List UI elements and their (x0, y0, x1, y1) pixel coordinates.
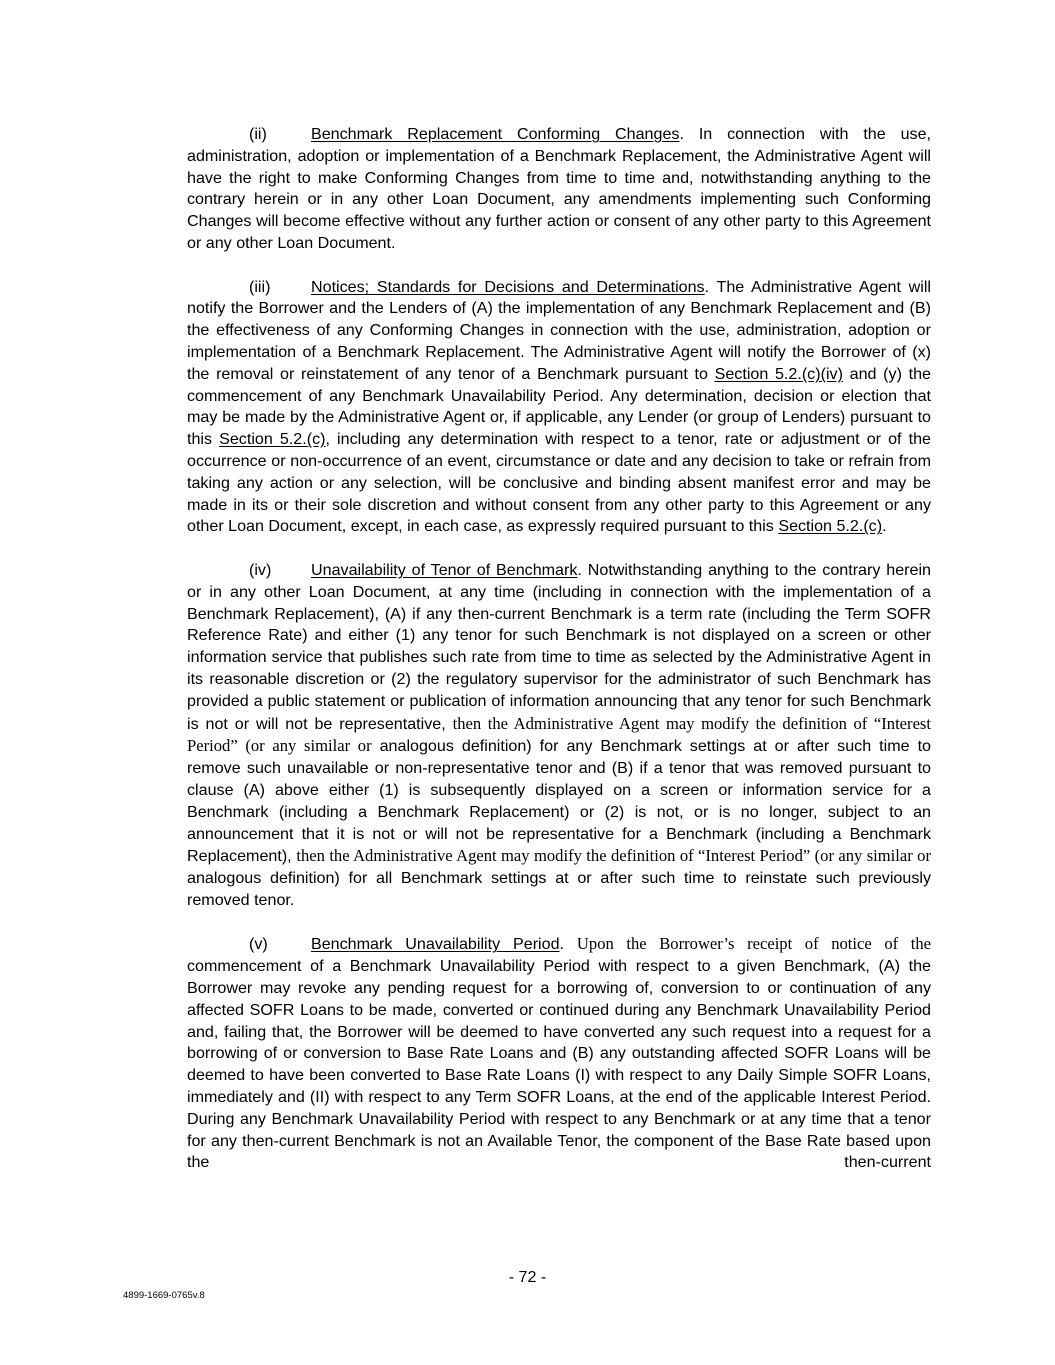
paragraph-text: . In connection with the use, administration, adoption or implementation of a Benchmark Replacement, the Administrative Agent will have the right to make Conforming Changes from time to time and, notwithstanding anything to the contrary herein or in any other Loan Document, any amendments implementing such Conforming Changes will become effective without any further action or consent of any other party to this Agreement or any other Loan Document. (187, 125, 931, 252)
section-reference: Section 5.2.(c)(iv) (714, 364, 843, 383)
paragraph-ii (187, 124, 931, 255)
paragraph-text: . The Administrative Agent will notify the Borrower and the Lenders of (A) the implementation of any Benchmark Replacement and (B) the effectiveness of any Conforming Changes in connection with the use, administration, adoption or implementation of a Benchmark Replacement. The Administrative Agent will notify the Borrower of (x) the removal or reinstatement of any tenor of a Benchmark pursuant to (187, 277, 931, 383)
paragraph-heading: Benchmark Replacement Conforming Changes (311, 125, 680, 143)
paragraph-text: . (559, 935, 577, 954)
paragraph-text: commencement of a Benchmark Unavailability Period with respect to a given Benchmark, (A) the Borrower may revoke any pending request for a borrowing of, conversion to or continuation of any affected SOFR Loans to be made, converted or continued during any Benchmark Unavailability Period and, failing that, the Borrower will be deemed to have converted any such request into a request for a borrowing of or conversion to Base Rate Loans and (B) any outstanding affected SOFR Loans will be deemed to have been converted to Base Rate Loans (I) with respect to any Daily Simple SOFR Loans, immediately and (II) with respect to any Term SOFR Loans, at the end of the applicable Interest Period. During any Benchmark Unavailability Period with respect to any Benchmark or at any time that a tenor for any then-current Benchmark is not an Available Tenor, the component of the Base Rate based upon the then-current (187, 957, 931, 1172)
paragraph-text: . Notwithstanding anything to the contrary herein or in any other Loan Document, at any time (including in connection with the implementation of a Benchmark Replacement), (A) if any then-current Benchmark is a term rate (including the Term SOFR Reference Rate) and either (1) any tenor for such Benchmark is not displayed on a screen or other information service that publishes such rate from time to time as selected by the Administrative Agent in its reasonable discretion or (2) the regulatory supervisor for the administrator of such Benchmark has provided a public statement or publication of information announcing that any tenor for such Benchmark is not or will not be representative, (187, 560, 931, 733)
document-id: 4899-1669-0765v.8 (123, 1290, 205, 1301)
document-body (187, 124, 931, 1174)
paragraph-text-serif: then the Administrative Agent may modify the definition of “Interest Period” (or any similar or (187, 713, 932, 756)
paragraph-text: and (y) the commencement of any Benchmark Unavailability Period. Any determination, decision or election that may be made by the Administrative Agent or, if applicable, any Lender (or group of Lenders) pursuant to this (187, 364, 932, 449)
paragraph-number: (iii) (249, 277, 271, 296)
paragraph-heading: Benchmark Unavailability Period (311, 935, 560, 954)
paragraph-number: (ii) (249, 125, 267, 143)
section-reference: Section 5.2.(c) (778, 517, 883, 536)
section-reference: Section 5.2.(c) (219, 430, 326, 449)
paragraph-heading: Notices; Standards for Decisions and Determinations (311, 277, 705, 296)
paragraph-v (187, 933, 931, 1174)
paragraph-text: . (882, 517, 887, 536)
paragraph-heading: Unavailability of Tenor of Benchmark (311, 560, 578, 579)
paragraph-iv (187, 560, 931, 912)
paragraph-text: , including any determination with respect to a tenor, rate or adjustment or of the occurrence or non-occurrence of an event, circumstance or date and any decision to take or refrain from taking any action or any selection, will be conclusive and binding absent manifest error and may be made in its or their sole discretion and without consent from any other party to this Agreement or any other Loan Document, except, in each case, as expressly required pursuant to this (187, 430, 931, 536)
page-number: - 72 - (508, 1268, 547, 1286)
paragraph-text-serif: Upon the Borrower’s receipt of notice of the (576, 934, 931, 954)
paragraph-number: (v) (249, 935, 268, 954)
paragraph-text: analogous definition) for any Benchmark settings at or after such time to remove such unavailable or non-representative tenor and (B) if a tenor that was removed pursuant to clause (A) above either (1) is subsequently displayed on a screen or information service for a Benchmark (including a Benchmark Replacement) or (2) is not, or is no longer, subject to an announcement that it is not or will not be representative for a Benchmark (including a Benchmark Replacement), (187, 737, 931, 866)
paragraph-number: (iv) (249, 560, 272, 579)
paragraph-iii (187, 277, 931, 539)
paragraph-text: analogous definition) for all Benchmark settings at or after such time to reinstate such previously removed tenor. (187, 869, 931, 909)
paragraph-text-serif: then the Administrative Agent may modify the definition of “Interest Period” (or any similar or (296, 846, 931, 866)
